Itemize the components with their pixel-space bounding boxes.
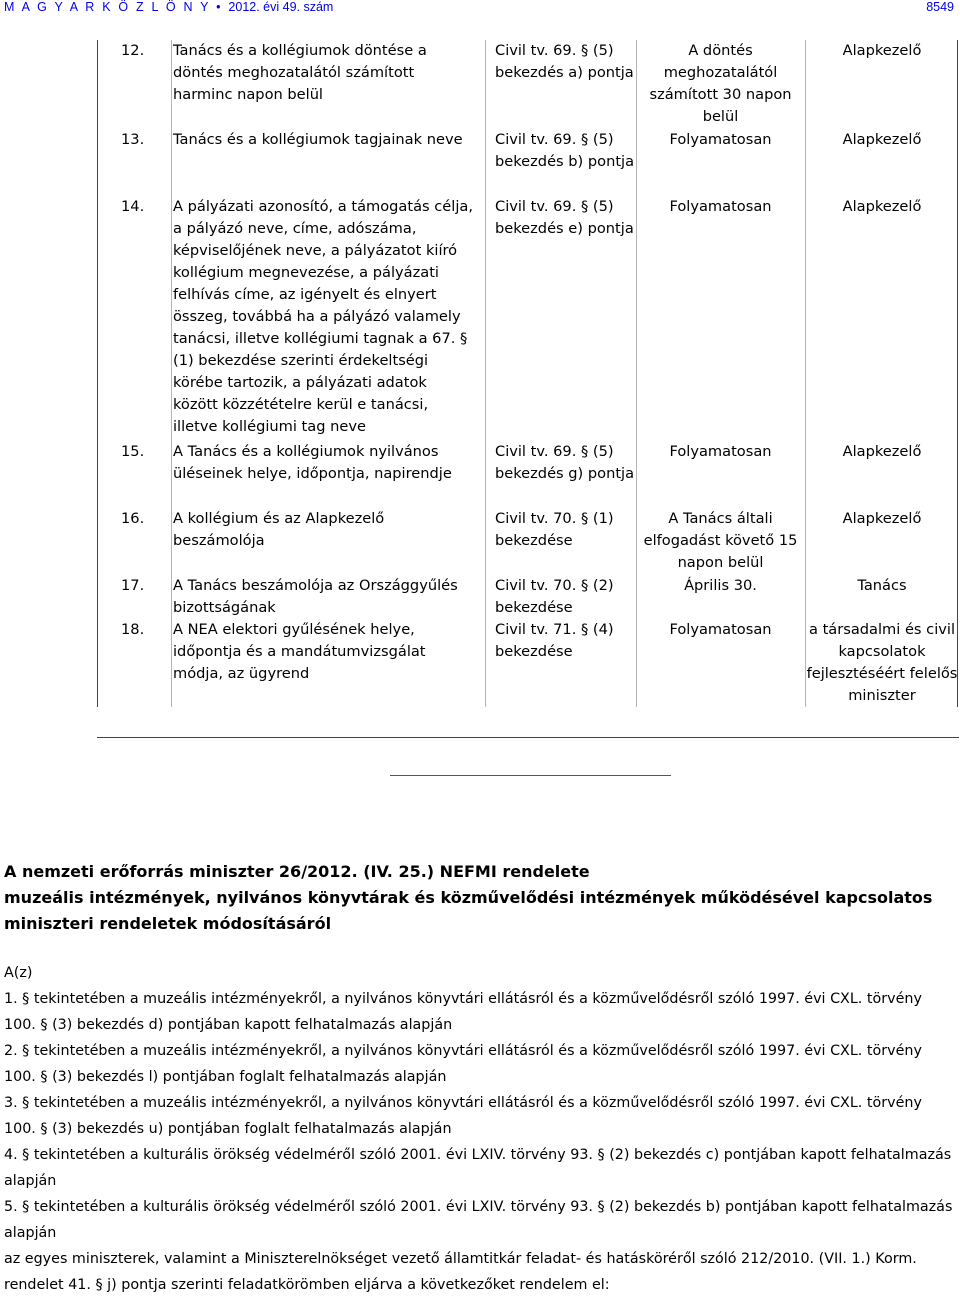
table-row bbox=[97, 619, 959, 738]
row-description: A pályázati azonosító, a támogatás célja, a pályázó neve, címe, adószáma, képviselőjének neve, a pályázatot kiíró kollégium megnevezése, a pályázati felhívás címe, az igényelt és elnyert összeg, továbbá ha a pályázó valamely tanácsi, illetve kollégiumi tagnak a 67. § (1) bekezdése szerinti érdekeltségi körébe tartozik, a pályázati adatok között közzétételre kerül e tanácsi, illetve kollégiumi tag neve bbox=[173, 198, 473, 435]
row-responsible: a társadalmi és civil kapcsolatok fejlesztéséért felelős miniszter bbox=[805, 619, 959, 738]
page-header bbox=[4, 0, 956, 16]
row-legal-basis: Civil tv. 70. § (2) bekezdése bbox=[495, 577, 614, 616]
preamble-label: A(z) bbox=[4, 965, 33, 981]
publication-table bbox=[97, 40, 959, 738]
row-legal-basis: Civil tv. 71. § (4) bekezdése bbox=[485, 619, 636, 738]
preamble-item: 5. § tekintetében a kulturális örökség védelméről szóló 2001. évi LXIV. törvény 93. § (2) bekezdés b) pontjában kapott felhatalmazás alapján bbox=[4, 1199, 953, 1241]
row-responsible: Alapkezelő bbox=[842, 198, 922, 215]
row-description: A kollégium és az Alapkezelő beszámolója bbox=[173, 510, 385, 549]
table-row bbox=[97, 129, 959, 196]
table-row bbox=[97, 441, 959, 508]
decree-preamble bbox=[4, 960, 958, 1298]
row-responsible: Alapkezelő bbox=[842, 443, 922, 460]
row-description: Tanács és a kollégiumok döntése a döntés meghozatalától számított harminc napon belül bbox=[173, 42, 427, 103]
table-row bbox=[97, 575, 959, 619]
decree-title bbox=[4, 859, 944, 937]
row-number: 13. bbox=[121, 131, 145, 148]
decree-title-line1: A nemzeti erőforrás miniszter 26/2012. (IV. 25.) NEFMI rendelete bbox=[4, 862, 590, 881]
row-number: 12. bbox=[121, 42, 145, 59]
decree-title-line2: muzeális intézmények, nyilvános könyvtárak és közművelődési intézmények működésével kapcsolatos miniszteri rendeletek módosításáról bbox=[4, 888, 933, 933]
row-deadline: Folyamatosan bbox=[669, 198, 772, 215]
row-number: 17. bbox=[121, 577, 145, 594]
row-deadline: Folyamatosan bbox=[636, 619, 805, 738]
row-description: Tanács és a kollégiumok tagjainak neve bbox=[173, 131, 463, 148]
preamble-items bbox=[4, 986, 958, 1298]
row-legal-basis: Civil tv. 69. § (5) bekezdés b) pontja bbox=[495, 131, 635, 170]
row-legal-basis: Civil tv. 69. § (5) bekezdés g) pontja bbox=[495, 443, 635, 482]
preamble-item: 4. § tekintetében a kulturális örökség védelméről szóló 2001. évi LXIV. törvény 93. § (2) bekezdés c) pontjában kapott felhatalmazás alapján bbox=[4, 1147, 952, 1189]
row-deadline: Folyamatosan bbox=[669, 131, 772, 148]
row-legal-basis: Civil tv. 69. § (5) bekezdés a) pontja bbox=[495, 42, 634, 81]
row-responsible: Alapkezelő bbox=[842, 510, 922, 527]
row-description: A Tanács beszámolója az Országgyűlés bizottságának bbox=[173, 577, 458, 616]
page-number: 8549 bbox=[926, 0, 954, 14]
issue-label: 2012. évi 49. szám bbox=[228, 0, 334, 14]
row-number: 15. bbox=[121, 443, 145, 460]
row-description: A NEA elektori gyűlésének helye, időpontja és a mandátumvizsgálat módja, az ügyrend bbox=[171, 619, 485, 738]
preamble-item: 3. § tekintetében a muzeális intézményekről, a nyilvános könyvtári ellátásról és a közművelődésről szóló 1997. évi CXL. törvény 100. § (3) bekezdés u) pontjában foglalt felhatalmazás alapján bbox=[4, 1095, 922, 1137]
row-deadline: A Tanács általi elfogadást követő 15 napon belül bbox=[643, 510, 798, 571]
preamble-item: az egyes miniszterek, valamint a Miniszterelnökséget vezető államtitkár feladat- és hatásköréről szóló 212/2010. (VII. 1.) Korm. rendelet 41. § j) pontja szerinti feladatkörömben eljárva a következőket rendelem el: bbox=[4, 1251, 917, 1293]
row-number: 16. bbox=[121, 510, 145, 527]
table-body bbox=[97, 40, 959, 738]
row-responsible: Tanács bbox=[857, 577, 907, 594]
row-description: A Tanács és a kollégiumok nyilvános üléseinek helye, időpontja, napirendje bbox=[173, 443, 452, 482]
table-row bbox=[97, 508, 959, 575]
row-number: 18. bbox=[97, 619, 171, 738]
table-row bbox=[97, 196, 959, 441]
preamble-item: 2. § tekintetében a muzeális intézményekről, a nyilvános könyvtári ellátásról és a közművelődésről szóló 1997. évi CXL. törvény 100. § (3) bekezdés l) pontjában foglalt felhatalmazás alapján bbox=[4, 1043, 922, 1085]
row-deadline: Folyamatosan bbox=[669, 443, 772, 460]
journal-name: M A G Y A R K Ö Z L Ö N Y bbox=[4, 0, 211, 14]
row-deadline: Április 30. bbox=[684, 577, 757, 594]
row-responsible: Alapkezelő bbox=[842, 131, 922, 148]
table-row bbox=[97, 40, 959, 129]
row-legal-basis: Civil tv. 69. § (5) bekezdés e) pontja bbox=[495, 198, 634, 237]
row-responsible: Alapkezelő bbox=[842, 42, 922, 59]
section-divider bbox=[390, 775, 671, 776]
running-title bbox=[4, 0, 333, 14]
row-legal-basis: Civil tv. 70. § (1) bekezdése bbox=[495, 510, 614, 549]
preamble-item: 1. § tekintetében a muzeális intézményekről, a nyilvános könyvtári ellátásról és a közművelődésről szóló 1997. évi CXL. törvény 100. § (3) bekezdés d) pontjában kapott felhatalmazás alapján bbox=[4, 991, 922, 1033]
bullet-glyph: • bbox=[216, 0, 223, 14]
row-deadline: A döntés meghozatalától számított 30 napon belül bbox=[649, 42, 792, 125]
row-number: 14. bbox=[121, 198, 145, 215]
